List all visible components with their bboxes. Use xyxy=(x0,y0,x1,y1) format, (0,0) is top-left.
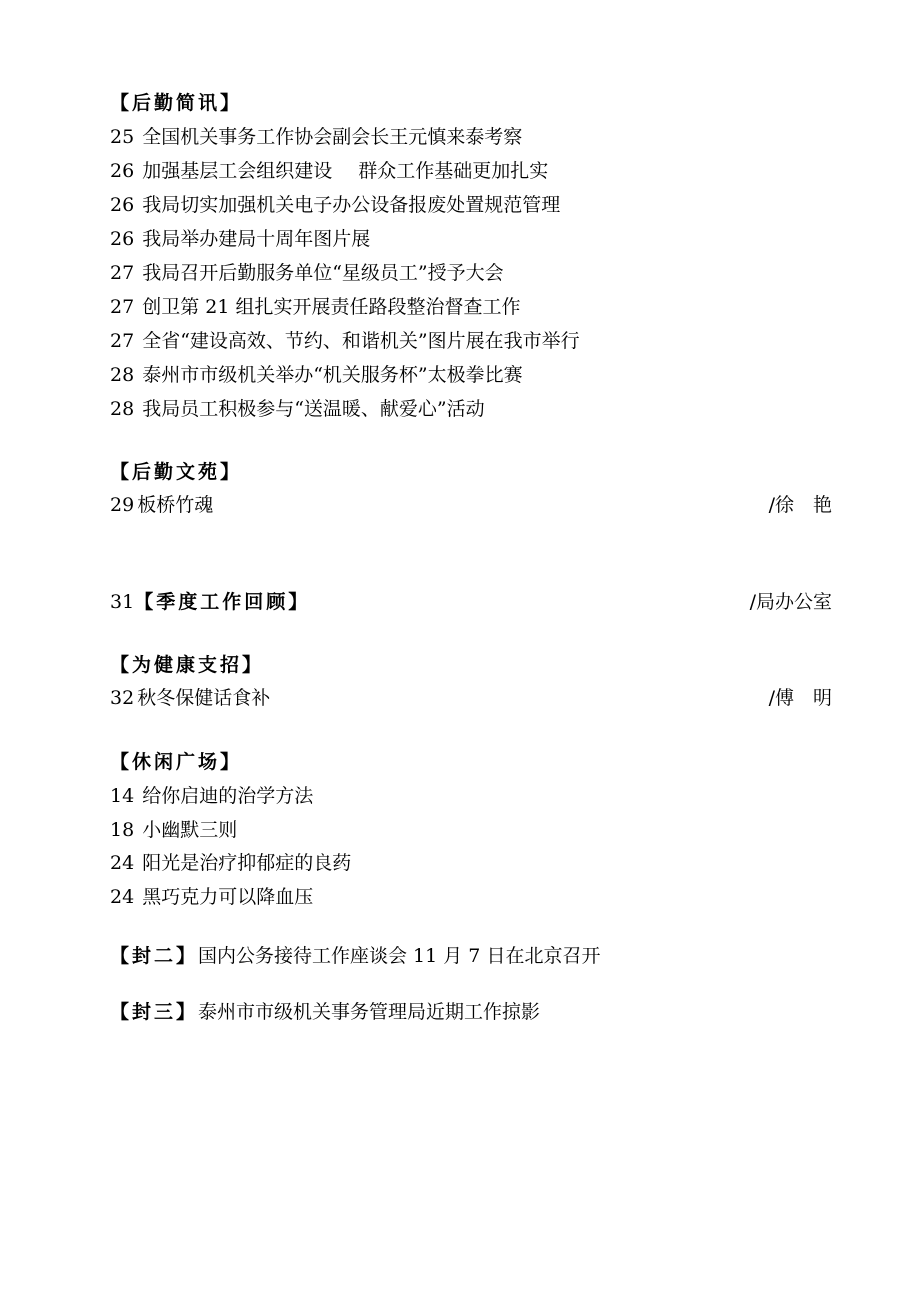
section-heading-leisure: 【休闲广场】 xyxy=(110,751,243,773)
leisure-item xyxy=(110,851,351,875)
page-number: 25 xyxy=(110,126,135,148)
page-number: 29 xyxy=(110,494,135,516)
cover2-item xyxy=(110,944,600,968)
item-title: 我局召开后勤服务单位“星级员工”授予大会 xyxy=(142,262,504,284)
item-title: 小幽默三则 xyxy=(142,819,238,841)
item-title-part-a: 加强基层工会组织建设 xyxy=(142,160,333,182)
page-number: 27 xyxy=(110,330,135,352)
item-title: 我局切实加强机关电子办公设备报废处置规范管理 xyxy=(142,194,561,216)
page-number: 14 xyxy=(110,785,135,807)
item-title: 泰州市市级机关举办“机关服务杯”太极拳比赛 xyxy=(142,364,523,386)
section-heading-news: 【后勤简讯】 xyxy=(110,92,243,114)
item-title: 泰州市市级机关事务管理局近期工作掠影 xyxy=(198,1001,541,1023)
section-heading-cover3: 【封三】 xyxy=(110,1001,199,1023)
quarterly-item xyxy=(110,590,310,614)
item-title: 黑巧克力可以降血压 xyxy=(142,886,314,908)
section-heading-health: 【为健康支招】 xyxy=(110,654,265,676)
cover3-item xyxy=(110,1000,540,1024)
leisure-item xyxy=(110,885,313,909)
page-number: 28 xyxy=(110,364,135,386)
page-number: 32 xyxy=(110,687,135,709)
item-title: 阳光是治疗抑郁症的良药 xyxy=(142,852,352,874)
leisure-item xyxy=(110,818,237,842)
page-number: 28 xyxy=(110,398,135,420)
news-item xyxy=(110,193,560,217)
news-item xyxy=(110,159,548,183)
page-number: 27 xyxy=(110,296,135,318)
news-item xyxy=(110,125,522,149)
news-item xyxy=(110,227,370,251)
section-heading-quarterly: 【季度工作回顾】 xyxy=(134,591,311,613)
item-title-part-b: 群众工作基础更加扎实 xyxy=(358,160,549,182)
leisure-item xyxy=(110,784,313,808)
news-item xyxy=(110,261,504,285)
page-number: 31 xyxy=(110,591,135,613)
item-author: /徐 艳 xyxy=(768,494,832,516)
item-title: 全国机关事务工作协会副会长王元慎来泰考察 xyxy=(142,126,523,148)
page-number: 18 xyxy=(110,819,135,841)
news-item xyxy=(110,295,520,319)
news-item xyxy=(110,363,523,387)
item-title: 创卫第 21 组扎实开展责任路段整治督查工作 xyxy=(142,296,521,318)
page-number: 26 xyxy=(110,194,135,216)
item-title: 板桥竹魂 xyxy=(137,494,214,516)
page-number: 27 xyxy=(110,262,135,284)
item-author: /傅 明 xyxy=(768,687,832,709)
item-title: 秋冬保健话食补 xyxy=(137,687,271,709)
news-item xyxy=(110,397,485,421)
news-item xyxy=(110,329,580,353)
page-number: 24 xyxy=(110,886,135,908)
section-heading-literary: 【后勤文苑】 xyxy=(110,461,243,483)
item-title: 我局员工积极参与“送温暖、献爱心”活动 xyxy=(142,398,485,420)
item-title: 国内公务接待工作座谈会 11 月 7 日在北京召开 xyxy=(198,945,601,967)
page-number: 26 xyxy=(110,160,135,182)
page-number: 24 xyxy=(110,852,135,874)
item-title: 全省“建设高效、节约、和谐机关”图片展在我市举行 xyxy=(142,330,580,352)
item-title: 我局举办建局十周年图片展 xyxy=(142,228,371,250)
literary-item xyxy=(110,493,213,517)
health-item xyxy=(110,686,270,710)
page-number: 26 xyxy=(110,228,135,250)
section-heading-cover2: 【封二】 xyxy=(110,945,199,967)
item-author: /局办公室 xyxy=(749,591,832,613)
item-title: 给你启迪的治学方法 xyxy=(142,785,314,807)
